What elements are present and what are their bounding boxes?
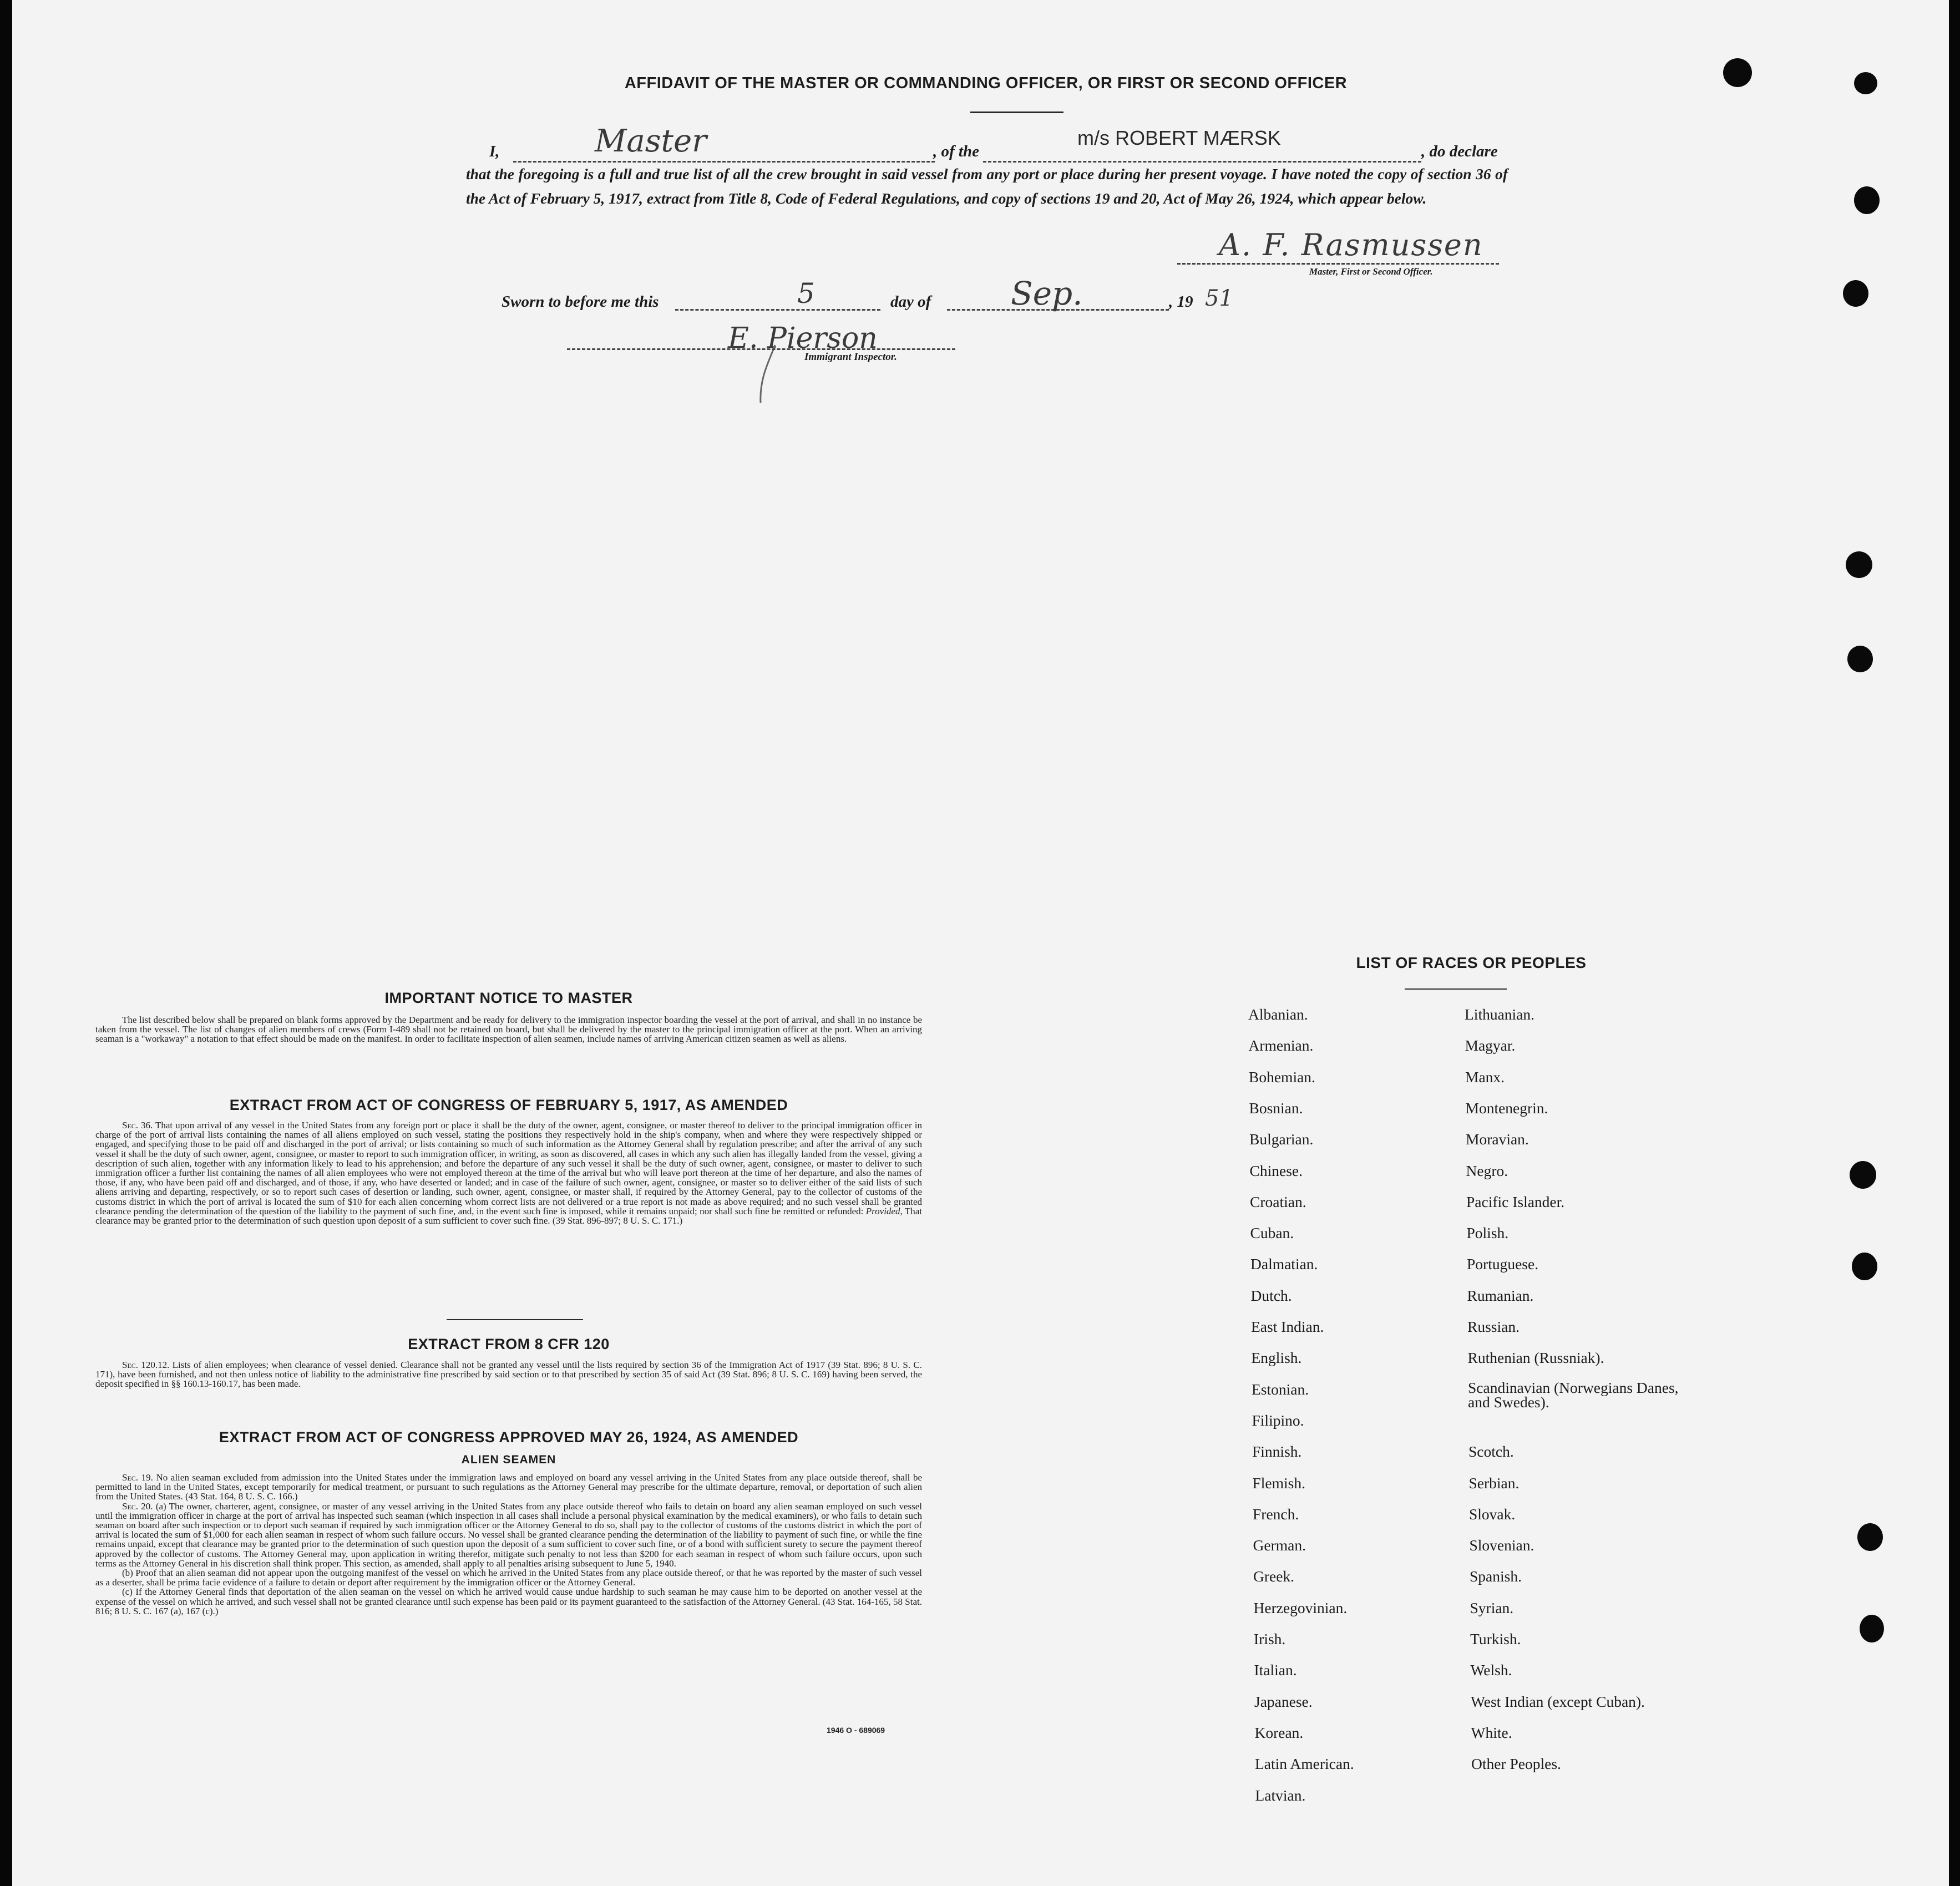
race-item: Chinese. <box>1249 1162 1303 1179</box>
race-item: Latvian. <box>1255 1786 1306 1804</box>
punch-hole <box>1847 646 1873 672</box>
punch-hole <box>1852 1253 1877 1280</box>
sec20b-text: (b) Proof that an alien seaman did not appear upon the outgoing manifest of the vessel on which he arrived in the United States from any place outside thereof, or that he was reported by the master of such vessel as a deserter, shall be prima facie evidence of a failure to detain or deport after requirement by the immigration officer or the Attorney General. <box>95 1568 922 1588</box>
race-item: White. <box>1471 1723 1512 1741</box>
signature-dotted-line <box>1177 263 1499 265</box>
title-rule <box>970 111 1063 113</box>
master-handwritten: Master <box>595 123 707 159</box>
race-item: Armenian. <box>1248 1037 1314 1054</box>
race-item: Bosnian. <box>1249 1099 1303 1117</box>
sec36-end: That clearance may be granted prior to the determination of such question upon deposit of a sum sufficient to cover such fine. (39 Stat. 896-897; 8 U. S. C. 171.) <box>95 1205 923 1226</box>
race-item: Magyar. <box>1465 1037 1516 1054</box>
day-dotted-line <box>675 309 880 311</box>
alien-seamen-subtitle: ALIEN SEAMEN <box>461 1453 556 1466</box>
provided-label: Provided, <box>865 1205 903 1216</box>
race-item: Bulgarian. <box>1249 1130 1314 1148</box>
of-the-label: , of the <box>933 143 979 160</box>
i-label: I, <box>489 143 500 160</box>
race-item: Serbian. <box>1468 1474 1520 1492</box>
race-item: Greek. <box>1253 1568 1295 1585</box>
race-item: Slovak. <box>1469 1505 1516 1523</box>
extract-1917-title: EXTRACT FROM ACT OF CONGRESS OF FEBRUARY 5, 1917, AS AMENDED <box>229 1097 788 1113</box>
document-page <box>12 0 1949 1886</box>
race-item: Latin American. <box>1255 1755 1354 1773</box>
race-item: Turkish. <box>1470 1630 1521 1647</box>
race-item: Lithuanian. <box>1465 1006 1535 1023</box>
sworn-month: Sep. <box>1011 275 1083 312</box>
punch-hole <box>1857 1523 1883 1551</box>
inspector-dotted-line <box>567 348 955 350</box>
day-of-label: day of <box>890 293 931 311</box>
race-item: Rumanian. <box>1467 1286 1534 1304</box>
sec120-label: Sec. 120.12. <box>122 1360 170 1370</box>
year-prefix: , 19 <box>1169 293 1193 311</box>
sec120-text: Lists of alien employees; when clearance of vessel denied. Clearance shall not be granted any vessel until the lists required by section 36 of the Immigration Act of 1917 (39 Stat. 896; 8 U. S. C. 171), have been furnished, and not then unless notice of liability to the administrative fine prescribed by said section or to that prescribed by section 35 of said Act (39 Stat. 896; 8 U. S. C. 169) having been served, the deposit specified in §§ 160.13-160.17, has been made. <box>95 1360 922 1390</box>
master-signature-label: Master, First or Second Officer. <box>1309 266 1433 277</box>
extract-1924-title: EXTRACT FROM ACT OF CONGRESS APPROVED MAY 26, 1924, AS AMENDED <box>219 1429 799 1446</box>
race-item: Japanese. <box>1254 1692 1313 1710</box>
sec20a-paragraph <box>95 1502 922 1568</box>
race-item: Other Peoples. <box>1471 1755 1561 1773</box>
race-item: Polish. <box>1466 1224 1509 1242</box>
declaration-paragraph: that the foregoing is a full and true list of all the crew brought in said vessel from any port or place during her present voyage. I have noted the copy of section 36 of the Act of February 5, 1917, extract from Title 8, Code of Federal Regulations, and copy of sections 19 and 20, Act of May 26, 1924, which appear below. <box>466 165 1508 207</box>
sec19-label: Sec. 19. <box>122 1472 153 1483</box>
race-item: Italian. <box>1254 1661 1297 1679</box>
race-item: Russian. <box>1467 1318 1520 1335</box>
race-item: Pacific Islander. <box>1466 1193 1565 1210</box>
race-item: East Indian. <box>1251 1318 1324 1335</box>
extract-cfr-title: EXTRACT FROM 8 CFR 120 <box>408 1336 610 1352</box>
race-item: Herzegovinian. <box>1253 1599 1348 1616</box>
inspector-label: Immigrant Inspector. <box>804 351 897 363</box>
race-item: Negro. <box>1466 1162 1508 1179</box>
sec20c-text: (c) If the Attorney General finds that deportation of the alien seaman on the vessel on which he arrived would cause undue hardship to such seaman he may cause him to be deported on another vessel at the expense of the vessel on which he arrived, and such vessel shall not be granted clearance until such expense has been paid or its payment guaranteed to the satisfaction of the Attorney General. (43 Stat. 164-165, 58 Stat. 816; 8 U. S. C. 167 (a), 167 (c).) <box>95 1586 922 1616</box>
race-item: Croatian. <box>1250 1193 1306 1210</box>
punch-hole <box>1846 551 1872 578</box>
extract-cfr-body <box>95 1360 922 1389</box>
print-code: 1946 O - 689069 <box>827 1726 885 1735</box>
race-item: German. <box>1253 1537 1306 1554</box>
race-item: Cuban. <box>1250 1224 1294 1242</box>
signature-flourish <box>753 344 786 405</box>
race-item: Portuguese. <box>1467 1255 1539 1273</box>
vessel-name-stamp: m/s ROBERT MÆRSK <box>1077 126 1281 149</box>
races-title: LIST OF RACES OR PEOPLES <box>1356 954 1587 971</box>
race-item: English. <box>1251 1349 1302 1367</box>
race-item: Welsh. <box>1470 1661 1512 1679</box>
race-item: Syrian. <box>1470 1599 1514 1616</box>
punch-hole <box>1723 58 1752 87</box>
race-item: Irish. <box>1254 1630 1286 1647</box>
notice-body <box>95 1015 922 1044</box>
notice-body-text: The list described below shall be prepared on blank forms approved by the Department and be ready for delivery to the immigration inspector boarding the vessel at the port of arrival, and shall in no instance be taken from the vessel. The list of changes of alien members of crews (Form I-489 shall not be retained on board, but shall be delivered by the master to the principal immigration officer at the port. When an arriving seaman is a "workaway" a notation to that effect should be made on the manifest. In order to facilitate inspection of alien seamen, include names of arriving American citizen seamen as well as aliens. <box>95 1015 922 1045</box>
race-item: Spanish. <box>1470 1568 1522 1585</box>
sec20b-paragraph <box>95 1568 922 1587</box>
punch-hole <box>1854 72 1877 94</box>
notice-title: IMPORTANT NOTICE TO MASTER <box>384 990 633 1006</box>
sec19-text: No alien seaman excluded from admission into the United States under the immigration laws and employed on board any vessel arriving in the United States from any place outside thereof, shall be permitted to land in the United States, except temporarily for medical treatment, or pursuant to such regulations as the Attorney General may prescribe for the ultimate departure, removal, or deportation of such alien from the United States. (43 Stat. 164, 8 U. S. C. 166.) <box>95 1472 923 1502</box>
sec19-paragraph <box>95 1473 922 1502</box>
inspector-signature: E. Pierson <box>728 322 878 355</box>
extract-1917-body <box>95 1121 922 1225</box>
race-item: Bohemian. <box>1249 1068 1315 1086</box>
sec20-label: Sec. 20. <box>122 1500 153 1512</box>
races-title-rule <box>1405 988 1507 990</box>
race-item: Filipino. <box>1252 1411 1304 1429</box>
race-item: Moravian. <box>1466 1130 1529 1148</box>
punch-hole <box>1843 280 1868 307</box>
sworn-year: 51 <box>1205 286 1233 311</box>
sec20c-paragraph <box>95 1587 922 1616</box>
race-item: Flemish. <box>1252 1474 1305 1492</box>
race-item: Scandinavian (Norwegians Danes, and Swedes). <box>1468 1378 1679 1411</box>
sec36-text: That upon arrival of any vessel in the United States from any foreign port or place it shall be the duty of the owner, agent, consignee, or master thereof to deliver to the principal immigration officer in charge of the port of arrival lists containing the names of all aliens employed on such vessel, stating the positions they respectively hold in the ship's company, when and where they were respectively shipped or engaged, and specifying those to be paid off and discharged in the port of arrival; or lists containing so much of such information as the Attorney General shall by regulation prescribe; and after the arrival of any such vessel it shall be the duty of such owner, agent, consignee, or master to report to such immigration officer, in writing, as soon as discovered, all cases in which any such alien has illegally landed from the vessel, giving a description of such alien, together with any information likely to lead to his apprehension; and before the departure of any such vessel it shall be the duty of such owner, agent, consignee, or master to deliver to such immigration officer a further list containing the names of all alien employees who were not employed thereon at the time of the arrival but who will leave port thereon at the time of her departure, and also the names of those, if any, who have been paid off and discharged, and of those, if any, who have deserted or landed; and in case of the failure of such owner, agent, consignee, or master so to deliver either of the said lists of such aliens arriving and departing, respectively, or so to report such cases of desertion or landing, such owner, agent, consignee, or master shall, if required by the Attorney General, pay to the collector of customs of the customs district in which the port of arrival is located the sum of $10 for each alien concerning whom correct lists are not delivered or a true report is not made as above required; and no such vessel shall be granted clearance pending the determination of the question of the liability to the payment of such fine, and, in the event such fine is imposed, while it remains unpaid; nor shall such fine be remitted or refunded: <box>95 1120 922 1216</box>
section-rule-1 <box>447 1319 583 1320</box>
do-declare-label: , do declare <box>1421 143 1498 160</box>
race-item: Finnish. <box>1252 1443 1302 1461</box>
punch-hole <box>1854 186 1880 214</box>
sworn-label: Sworn to before me this <box>502 293 659 311</box>
punch-hole <box>1860 1615 1884 1642</box>
race-item: French. <box>1253 1505 1299 1523</box>
sworn-day: 5 <box>797 277 815 310</box>
affidavit-title: AFFIDAVIT OF THE MASTER OR COMMANDING OFFICER, OR FIRST OR SECOND OFFICER <box>624 74 1348 92</box>
race-item: Slovenian. <box>1469 1537 1534 1554</box>
extract-1924-body <box>95 1473 922 1616</box>
punch-hole <box>1850 1161 1876 1189</box>
race-item: Dutch. <box>1250 1286 1292 1304</box>
race-item: Ruthenian (Russniak). <box>1467 1349 1604 1367</box>
race-item: West Indian (except Cuban). <box>1471 1692 1645 1710</box>
master-signature: A. F. Rasmussen <box>1219 227 1483 262</box>
race-item: Montenegrin. <box>1465 1099 1548 1117</box>
race-item: Scotch. <box>1468 1443 1514 1461</box>
race-item: Manx. <box>1465 1068 1505 1086</box>
sec20a-text: (a) The owner, charterer, agent, consignee, or master of any vessel arriving in the United States from any place outside thereof who fails to detain on board any alien seaman employed on such vessel until the immigration officer in charge at the port of arrival has inspected such seaman (which inspection in all cases shall include a personal physical examination by the medical examiners), or who fails to detain such seaman on board after such inspection or to deport such seaman if required by such immigration officer or the Attorney General to do so, shall pay to the collector of customs of the customs district in which the port of arrival is located the sum of $1,000 for each alien seaman in respect of whom such failure occurs. No vessel shall be granted clearance pending the determination of the liability to payment of such fine, or while the fine remains unpaid, except that clearance may be granted prior to the determination of such question upon the deposit of a sum sufficient to cover such fine, or of a bond with sufficient surety to secure the payment thereof approved by the collector of customs. The Attorney General may, upon application in writing therefor, mitigate such penalty to not less than $200 for each seaman in respect of whom such failure occurs, upon such terms as the Attorney General in his discretion shall think proper. This section, as amended, shall apply to all penalties arising subsequent to June 5, 1940. <box>95 1500 922 1569</box>
sec36-label: Sec. 36. <box>122 1120 153 1130</box>
race-item: Albanian. <box>1248 1006 1308 1023</box>
race-item: Korean. <box>1254 1723 1304 1741</box>
race-item: Dalmatian. <box>1250 1255 1318 1273</box>
race-item: Estonian. <box>1252 1380 1309 1398</box>
